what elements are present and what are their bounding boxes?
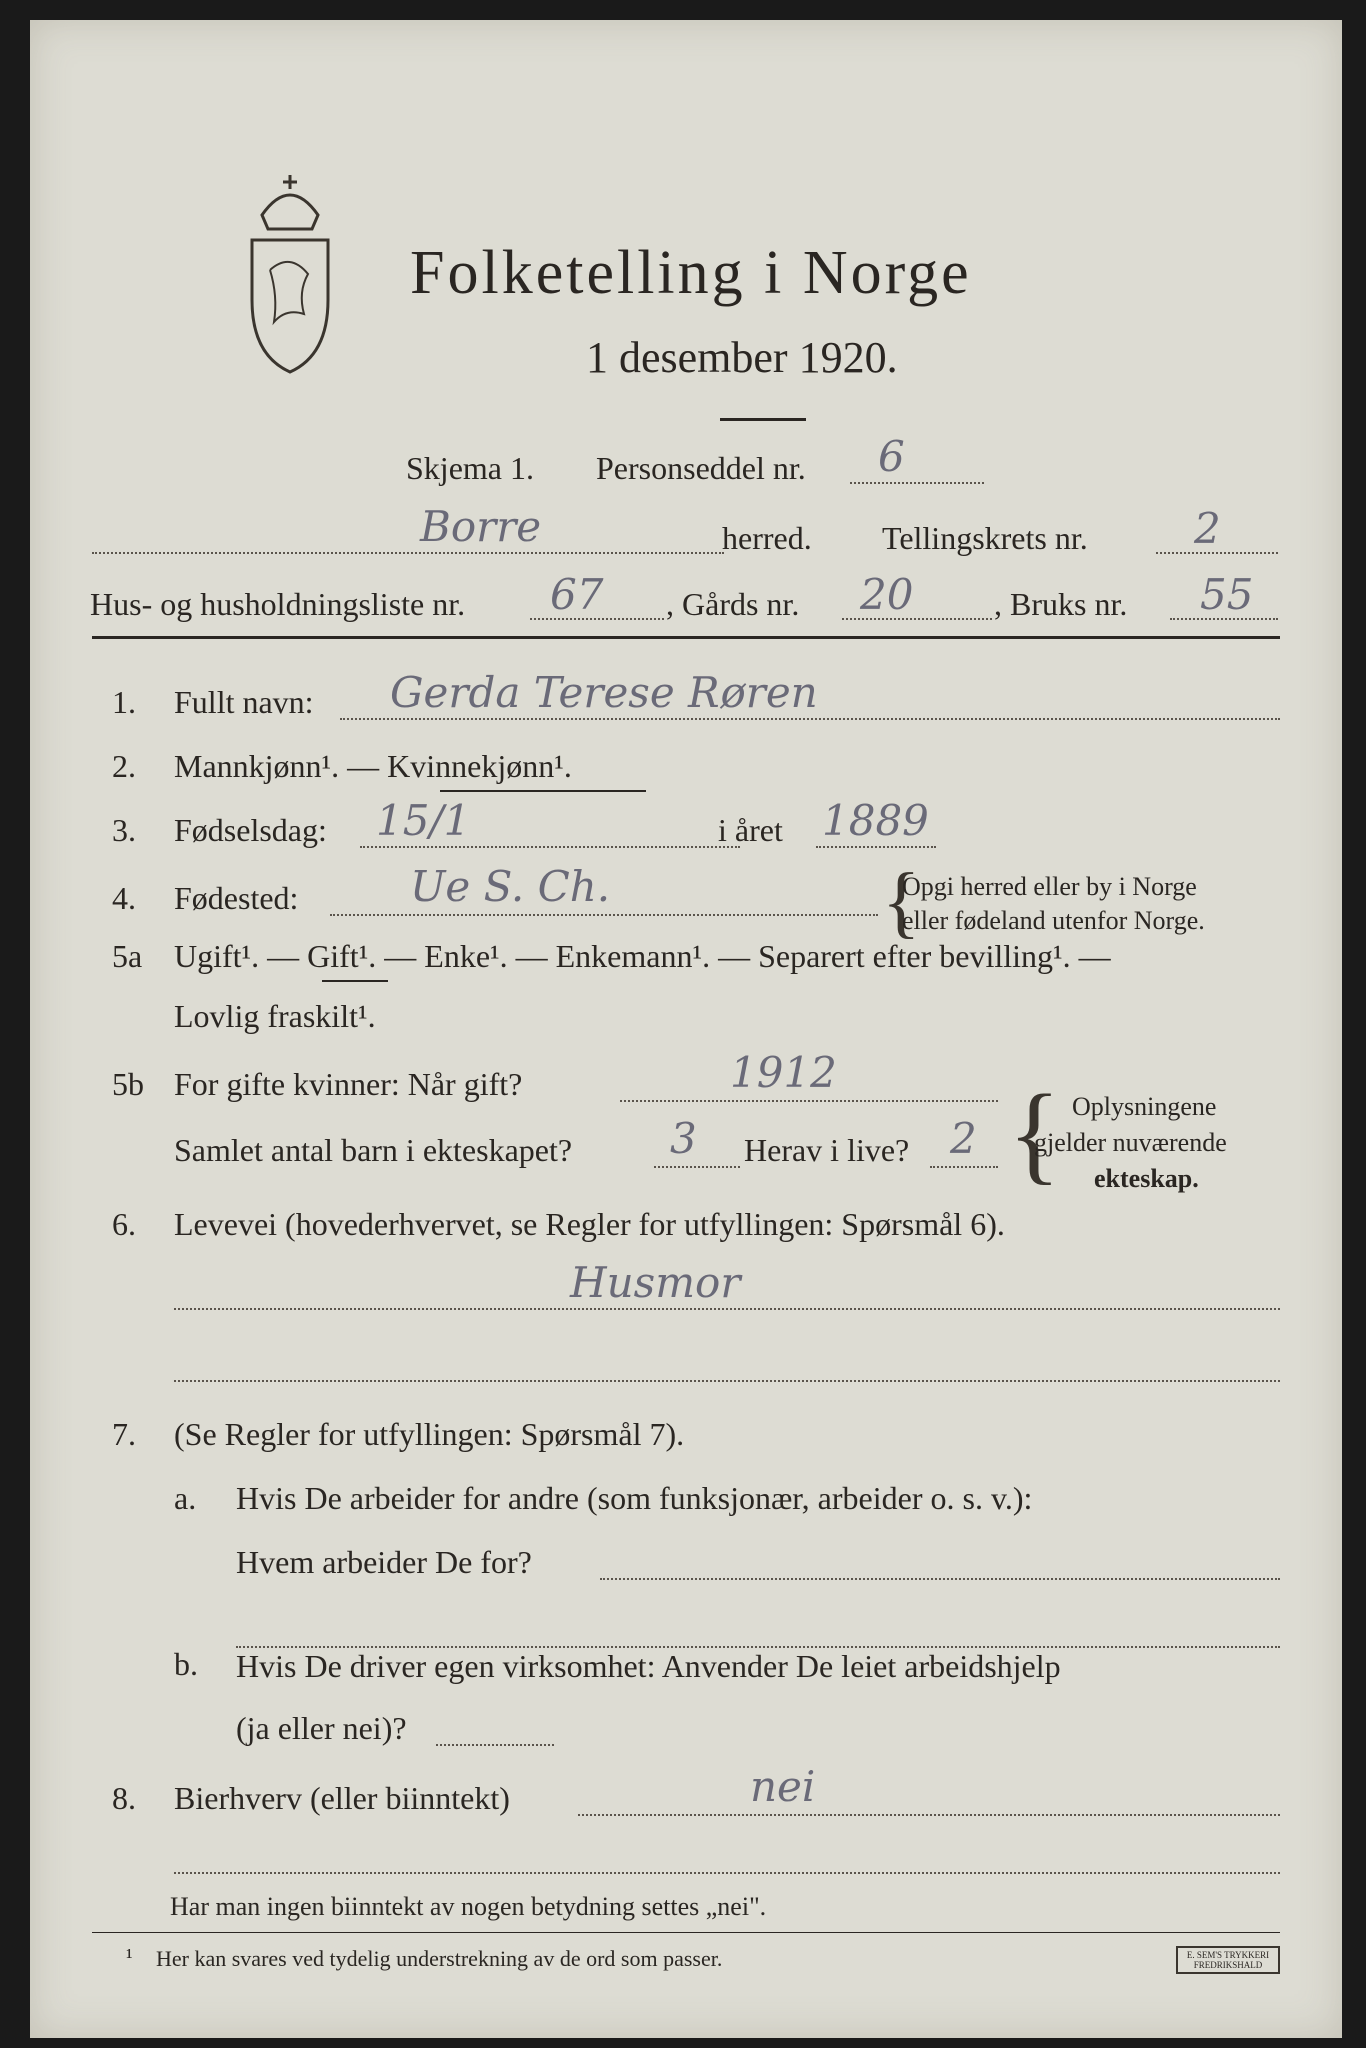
q1-value: Gerda Terese Røren (390, 668, 818, 717)
q4-note-1: Opgi herred eller by i Norge (902, 872, 1197, 901)
printer-stamp: E. SEM'S TRYKKERI FREDRIKSHALD (1176, 1946, 1280, 1974)
hus-value: 67 (550, 570, 604, 619)
q3-year-label: i året (718, 812, 783, 848)
q5b-brace: { (1008, 1072, 1061, 1194)
q7-number: 7. (112, 1416, 136, 1452)
schema-label: Skjema 1. (406, 450, 534, 486)
q4-brace: { (882, 858, 921, 946)
q3-label: Fødselsdag: (174, 812, 327, 848)
header-rule (92, 636, 1280, 639)
q5b-label: For gifte kvinner: Når gift? (174, 1066, 523, 1102)
q5b-value: 1912 (730, 1048, 837, 1097)
q5b-children-value: 3 (670, 1114, 697, 1163)
q4-label: Fødested: (174, 880, 299, 916)
herred-line (92, 552, 724, 554)
q7b-label-2: (ja eller nei)? (236, 1710, 407, 1746)
q5b-alive-value: 2 (950, 1114, 977, 1163)
tellingskrets-label: Tellingskrets nr. (882, 520, 1088, 556)
herred-label: herred. (722, 520, 812, 556)
q8-line-2 (174, 1872, 1280, 1874)
q5b-line (620, 1100, 998, 1102)
q5b-children-line (654, 1166, 740, 1168)
q7b-line (436, 1744, 554, 1746)
q5a-label: Ugift¹. — Gift¹. — Enke¹. — Enkemann¹. — Separert efter bevilling¹. — (174, 938, 1111, 974)
q5b-children-label: Samlet antal barn i ekteskapet? (174, 1132, 573, 1168)
coat-of-arms-icon (240, 170, 340, 380)
q5b-alive-label: Herav i live? (744, 1132, 910, 1168)
q2-number: 2. (112, 748, 136, 784)
q5b-number: 5b (112, 1066, 144, 1102)
footnote-text: Her kan svares ved tydelig understrekning av de ord som passer. (156, 1946, 723, 1971)
q5b-note-3: ekteskap. (1094, 1164, 1199, 1193)
q3-line (360, 846, 740, 848)
q1-number: 1. (112, 684, 136, 720)
census-date: 1 desember 1920. (586, 333, 898, 382)
bruks-value: 55 (1200, 570, 1254, 619)
q7b-number: b. (174, 1646, 198, 1682)
q8-value: nei (750, 1762, 816, 1811)
q4-number: 4. (112, 880, 136, 916)
q7b-label: Hvis De driver egen virksomhet: Anvender De leiet arbeidshjelp (236, 1648, 1061, 1684)
hus-label: Hus- og husholdningsliste nr. (90, 586, 466, 622)
personseddel-line (850, 482, 984, 484)
bruks-label: , Bruks nr. (994, 586, 1128, 622)
q3-year-line (816, 846, 936, 848)
q5a-label-2: Lovlig fraskilt¹. (174, 998, 376, 1034)
q5b-alive-line (930, 1166, 998, 1168)
q5a-number: 5a (112, 938, 143, 974)
q5b-note-2: gjelder nuværende (1034, 1128, 1227, 1157)
footer-rule (92, 1932, 1280, 1933)
q8-line-1 (578, 1814, 1280, 1816)
q3-value: 15/1 (376, 796, 471, 845)
q7a-label: Hvis De arbeider for andre (som funksjonær, arbeider o. s. v.): (236, 1480, 1033, 1516)
q2-underline (440, 790, 646, 792)
footnote-mark: ¹ (126, 1944, 133, 1969)
biinntekt-note: Har man ingen biinntekt av nogen betydning settes „nei". (170, 1892, 767, 1921)
q6-label: Levevei (hovederhvervet, se Regler for utfyllingen: Spørsmål 6). (174, 1206, 1005, 1242)
q7a-label-2: Hvem arbeider De for? (236, 1544, 532, 1580)
q6-line-2 (174, 1380, 1280, 1382)
q2-label: Mannkjønn¹. — Kvinnekjønn¹. (174, 748, 572, 784)
herred-value: Borre (420, 502, 542, 551)
q7-label: (Se Regler for utfyllingen: Spørsmål 7). (174, 1416, 685, 1452)
q5a-underline (322, 980, 388, 982)
q6-value: Husmor (570, 1258, 741, 1307)
gards-value: 20 (860, 570, 914, 619)
q6-line-1 (174, 1308, 1280, 1310)
q4-line (330, 914, 878, 916)
gards-label: , Gårds nr. (666, 586, 800, 622)
census-form (30, 20, 1342, 2038)
q4-note-2: eller fødeland utenfor Norge. (902, 906, 1205, 935)
q8-label: Bierhverv (eller biinntekt) (174, 1780, 510, 1816)
q4-value: Ue S. Ch. (410, 862, 611, 911)
q1-label: Fullt navn: (174, 684, 314, 720)
personseddel-label: Personseddel nr. (596, 450, 806, 486)
title-divider (720, 418, 806, 421)
q7a-line-1 (600, 1578, 1280, 1580)
form-title: Folketelling i Norge (410, 239, 972, 307)
personseddel-value: 6 (878, 432, 905, 481)
q5b-note-1: Oplysningene (1072, 1092, 1217, 1121)
q8-number: 8. (112, 1780, 136, 1816)
q6-number: 6. (112, 1206, 136, 1242)
q1-line (340, 718, 1280, 720)
q3-year-value: 1889 (822, 796, 929, 845)
q3-number: 3. (112, 812, 136, 848)
tellingskrets-value: 2 (1194, 504, 1221, 553)
q7a-number: a. (174, 1480, 197, 1516)
